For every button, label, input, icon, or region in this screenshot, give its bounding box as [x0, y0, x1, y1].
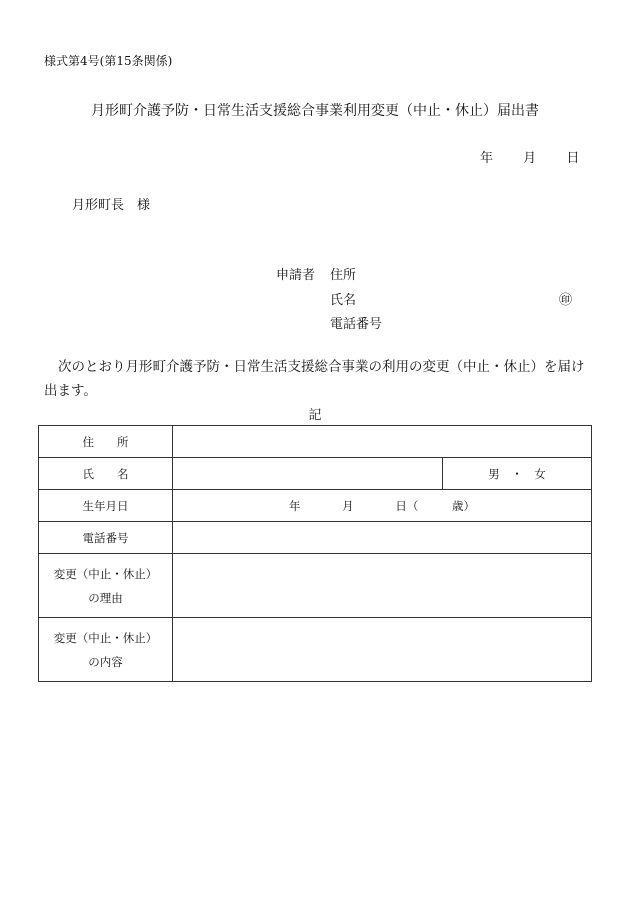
addressee: 月形町長 様 — [72, 198, 151, 213]
birthdate-field[interactable] — [173, 490, 592, 522]
birthdate-label: 生年月日 — [39, 490, 173, 522]
submission-date — [480, 147, 579, 166]
date-year: 年 — [480, 151, 494, 166]
applicant-label: 申請者 — [276, 268, 316, 283]
reason-label-line1: 変更（中止・休止） — [53, 566, 158, 581]
content-field[interactable] — [173, 618, 592, 682]
note-heading: 記 — [308, 408, 322, 423]
table-row — [39, 426, 592, 458]
address-field[interactable] — [173, 426, 592, 458]
gender-field[interactable]: 男 ・ 女 — [443, 458, 592, 490]
applicant-name-label: 氏名 — [330, 293, 357, 308]
document-title: 月形町介護予防・日常生活支援総合事業利用変更（中止・休止）届出書 — [91, 103, 539, 119]
applicant-address-label: 住所 — [330, 268, 357, 283]
body-text: 次のとおり月形町介護予防・日常生活支援総合事業の利用の変更（中止・休止）を届け出ます。 — [44, 359, 585, 399]
content-label-line2: の内容 — [88, 654, 123, 669]
seal-mark: ㊞ — [559, 293, 573, 308]
birth-month: 月 — [342, 498, 354, 513]
form-number: 様式第4号(第15条関係) — [44, 54, 173, 68]
date-day: 日 — [566, 151, 580, 166]
table-row — [39, 554, 592, 618]
reason-label — [39, 554, 173, 618]
details-table — [38, 425, 592, 682]
birth-day: 日（ — [395, 498, 419, 513]
content-label — [39, 618, 173, 682]
table-row — [39, 490, 592, 522]
table-row — [39, 458, 592, 490]
birth-age: 歳） — [451, 498, 475, 513]
address-label: 住 所 — [39, 426, 173, 458]
phone-label: 電話番号 — [39, 522, 173, 554]
reason-label-line2: の理由 — [88, 590, 123, 605]
name-field[interactable] — [173, 458, 443, 490]
name-label: 氏 名 — [39, 458, 173, 490]
phone-field[interactable] — [173, 522, 592, 554]
birth-year: 年 — [289, 498, 301, 513]
table-row — [39, 522, 592, 554]
content-label-line1: 変更（中止・休止） — [53, 630, 158, 645]
table-row — [39, 618, 592, 682]
date-month: 月 — [523, 151, 537, 166]
reason-field[interactable] — [173, 554, 592, 618]
applicant-phone-label: 電話番号 — [330, 317, 383, 332]
